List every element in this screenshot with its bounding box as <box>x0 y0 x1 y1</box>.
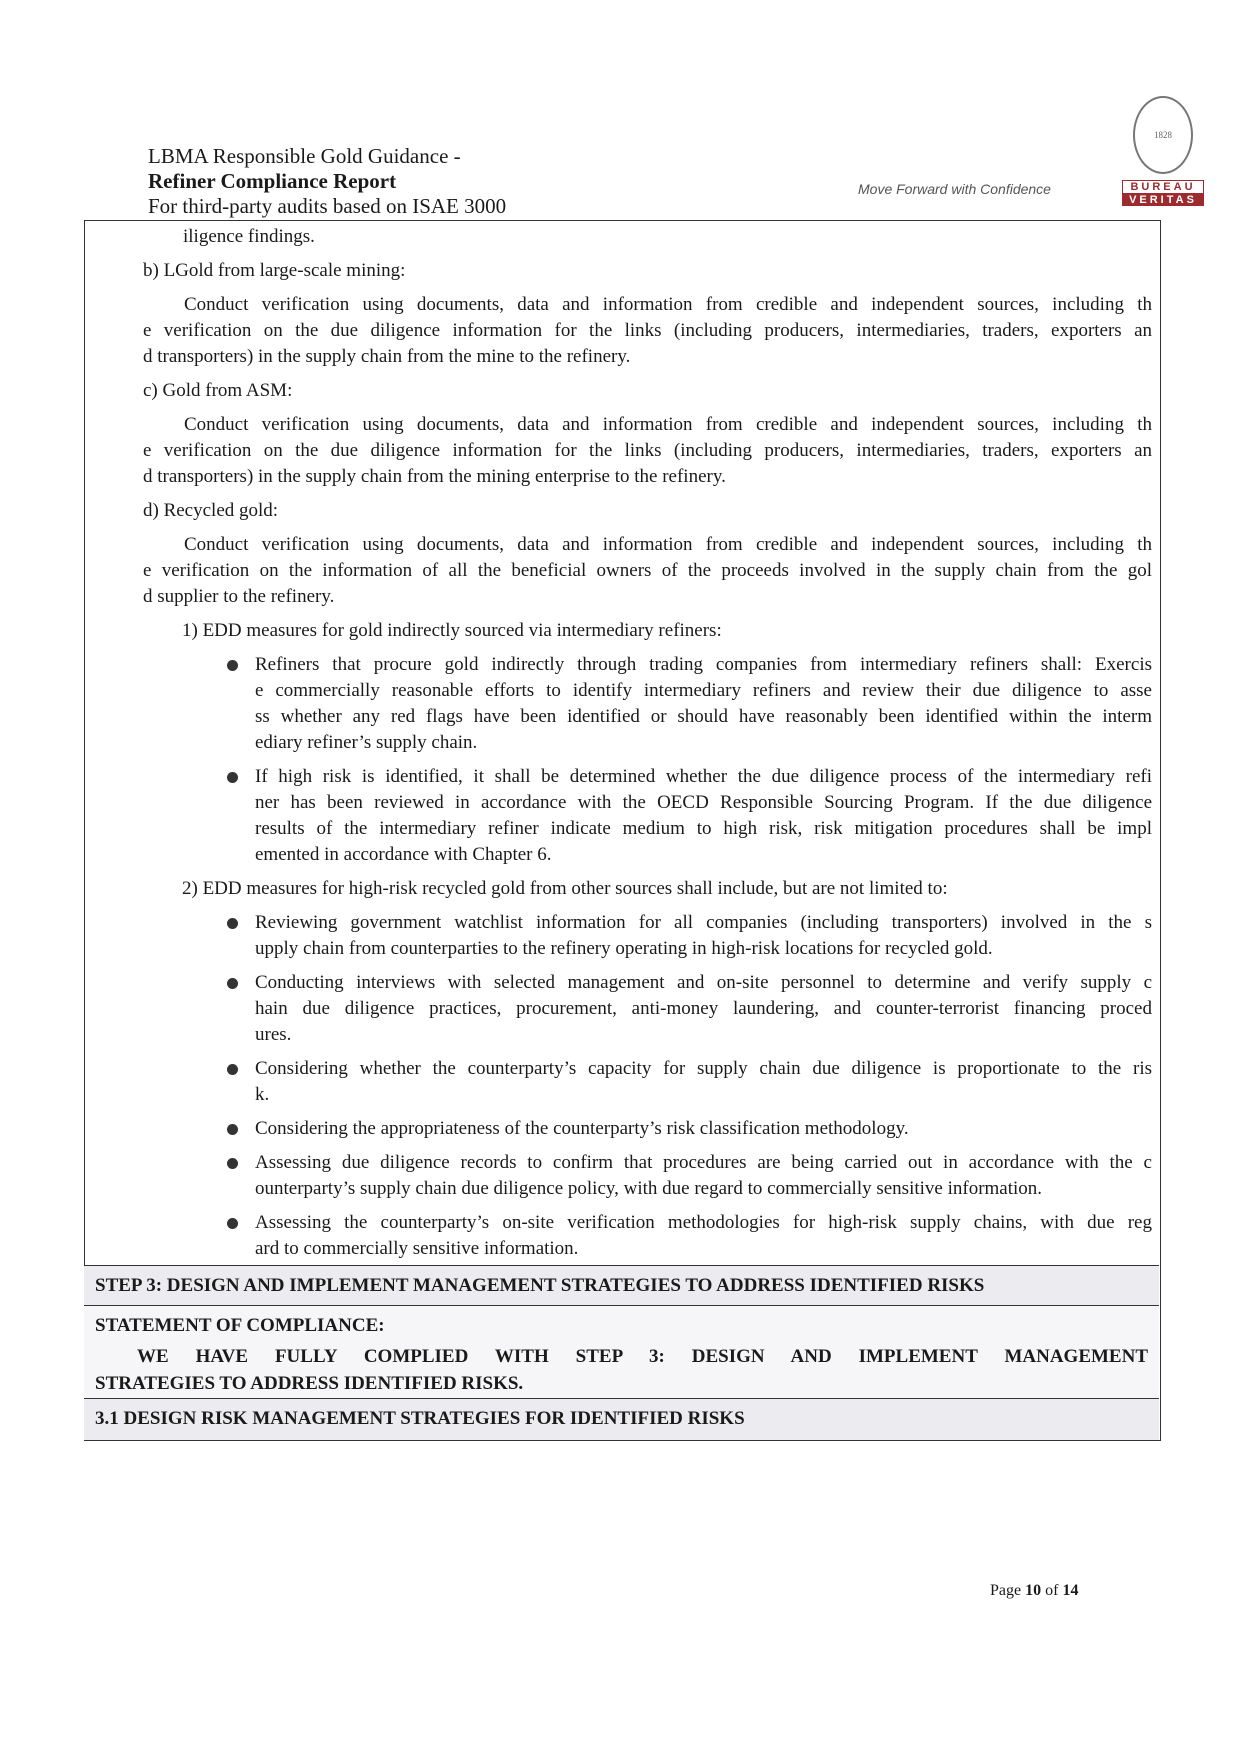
step3-heading <box>84 1265 1159 1305</box>
list-heading <box>143 258 1152 284</box>
bullet-item <box>143 1210 1152 1262</box>
page-number <box>990 1582 1078 1600</box>
body-content <box>143 224 1152 1270</box>
list-heading <box>143 378 1152 404</box>
bullet-item <box>143 1116 1152 1142</box>
text-line: Assessing due diligence records to confirm that procedures are being carried out in accordance with the c <box>255 1152 1152 1173</box>
statement-line-2: STRATEGIES TO ADDRESS IDENTIFIED RISKS. <box>95 1373 524 1394</box>
bullet-item <box>143 1150 1152 1202</box>
bullet-icon <box>227 1218 238 1229</box>
statement-line-1: WE HAVE FULLY COMPLIED WITH STEP 3: DESIGN AND IMPLEMENT MANAGEMENT <box>137 1346 1148 1367</box>
bullet-item <box>143 1056 1152 1108</box>
bullet-item <box>143 652 1152 756</box>
report-header <box>148 144 506 219</box>
bullet-icon <box>227 1124 238 1135</box>
text-line: k. <box>255 1084 270 1105</box>
bullet-icon <box>227 772 238 783</box>
text-line: Conduct verification using documents, data and information from credible and independent sources, including th <box>184 414 1152 435</box>
text-line: iligence findings. <box>183 226 315 247</box>
page-label: Page <box>990 1582 1026 1599</box>
text-line: e verification on the information of all the beneficial owners of the proceeds involved in the supply chain from the gol <box>143 560 1152 581</box>
text-line: emented in accordance with Chapter 6. <box>255 844 552 865</box>
text-line: ures. <box>255 1024 292 1045</box>
statement-of-compliance <box>84 1305 1159 1398</box>
text-line: results of the intermediary refiner indicate medium to high risk, risk mitigation procedures shall be impl <box>255 818 1152 839</box>
page-of: of <box>1041 1582 1063 1599</box>
paragraph <box>143 292 1152 370</box>
bullet-icon <box>227 918 238 929</box>
bullet-item <box>143 910 1152 962</box>
text-line: Reviewing government watchlist information for all companies (including transporters) involved in the s <box>255 912 1152 933</box>
text-line: ard to commercially sensitive information. <box>255 1238 579 1259</box>
text-line: e verification on the due diligence information for the links (including producers, intermediaries, traders, exporters an <box>143 320 1152 341</box>
step3-title: STEP 3: DESIGN AND IMPLEMENT MANAGEMENT STRATEGIES TO ADDRESS IDENTIFIED RISKS <box>95 1275 985 1296</box>
header-title: Refiner Compliance Report <box>148 169 397 193</box>
text-line: d transporters) in the supply chain from the mine to the refinery. <box>143 346 631 367</box>
text-line: d supplier to the refinery. <box>143 586 335 607</box>
text-line: ss whether any red flags have been identified or should have reasonably been identified within the interm <box>255 706 1152 727</box>
text-line: Considering the appropriateness of the counterparty’s risk classification methodology. <box>255 1118 909 1139</box>
bureau-veritas-logo: 1828 BUREAU VERITAS <box>1122 96 1204 206</box>
text-line: Assessing the counterparty’s on-site verification methodologies for high-risk supply chains, with due reg <box>255 1212 1152 1233</box>
text-line: 2) EDD measures for high-risk recycled gold from other sources shall include, but are not limited to: <box>182 878 948 899</box>
text-line: e verification on the due diligence information for the links (including producers, intermediaries, traders, exporters an <box>143 440 1152 461</box>
statement-label: STATEMENT OF COMPLIANCE: <box>95 1315 385 1336</box>
section-3-1-heading <box>84 1398 1159 1441</box>
text-line: hain due diligence practices, procurement, anti-money laundering, and counter-terrorist financing proced <box>255 998 1152 1019</box>
list-heading <box>143 224 1152 250</box>
text-line: Conduct verification using documents, data and information from credible and independent sources, including th <box>184 294 1152 315</box>
text-line: ounterparty’s supply chain due diligence policy, with due regard to commercially sensitive information. <box>255 1178 1043 1199</box>
text-line: c) Gold from ASM: <box>143 380 293 401</box>
bullet-item <box>143 970 1152 1048</box>
bullet-icon <box>227 660 238 671</box>
total-pages: 14 <box>1062 1582 1079 1599</box>
text-line: Conducting interviews with selected management and on-site personnel to determine and verify supply c <box>255 972 1152 993</box>
section-3-1-title: 3.1 DESIGN RISK MANAGEMENT STRATEGIES FOR IDENTIFIED RISKS <box>95 1408 745 1429</box>
text-line: b) LGold from large-scale mining: <box>143 260 406 281</box>
text-line: e commercially reasonable efforts to identify intermediary refiners and review their due diligence to asse <box>255 680 1152 701</box>
header-line-3: For third-party audits based on ISAE 3000 <box>148 194 507 218</box>
bullet-icon <box>227 1158 238 1169</box>
text-line: ner has been reviewed in accordance with the OECD Responsible Sourcing Program. If the due diligence <box>255 792 1152 813</box>
paragraph <box>143 532 1152 610</box>
seal-icon: 1828 <box>1133 96 1193 174</box>
text-line: d) Recycled gold: <box>143 500 279 521</box>
bullet-icon <box>227 1064 238 1075</box>
header-line-1: LBMA Responsible Gold Guidance - <box>148 144 461 168</box>
text-line: 1) EDD measures for gold indirectly sourced via intermediary refiners: <box>182 620 722 641</box>
tagline: Move Forward with Confidence <box>858 181 1051 197</box>
current-page: 10 <box>1025 1582 1042 1599</box>
text-line: Refiners that procure gold indirectly through trading companies from intermediary refiners shall: Exercis <box>255 654 1152 675</box>
text-line: Considering whether the counterparty’s capacity for supply chain due diligence is proportionate to the ris <box>255 1058 1152 1079</box>
bullet-icon <box>227 978 238 989</box>
paragraph <box>143 412 1152 490</box>
text-line: Conduct verification using documents, data and information from credible and independent sources, including th <box>184 534 1152 555</box>
text-line: If high risk is identified, it shall be determined whether the due diligence process of the intermediary refi <box>255 766 1152 787</box>
text-line: upply chain from counterparties to the refinery operating in high-risk locations for recycled gold. <box>255 938 993 959</box>
bullet-item <box>143 764 1152 868</box>
list-heading <box>143 876 1152 902</box>
text-line: ediary refiner’s supply chain. <box>255 732 478 753</box>
list-heading <box>143 498 1152 524</box>
text-line: d transporters) in the supply chain from the mining enterprise to the refinery. <box>143 466 726 487</box>
list-heading <box>143 618 1152 644</box>
